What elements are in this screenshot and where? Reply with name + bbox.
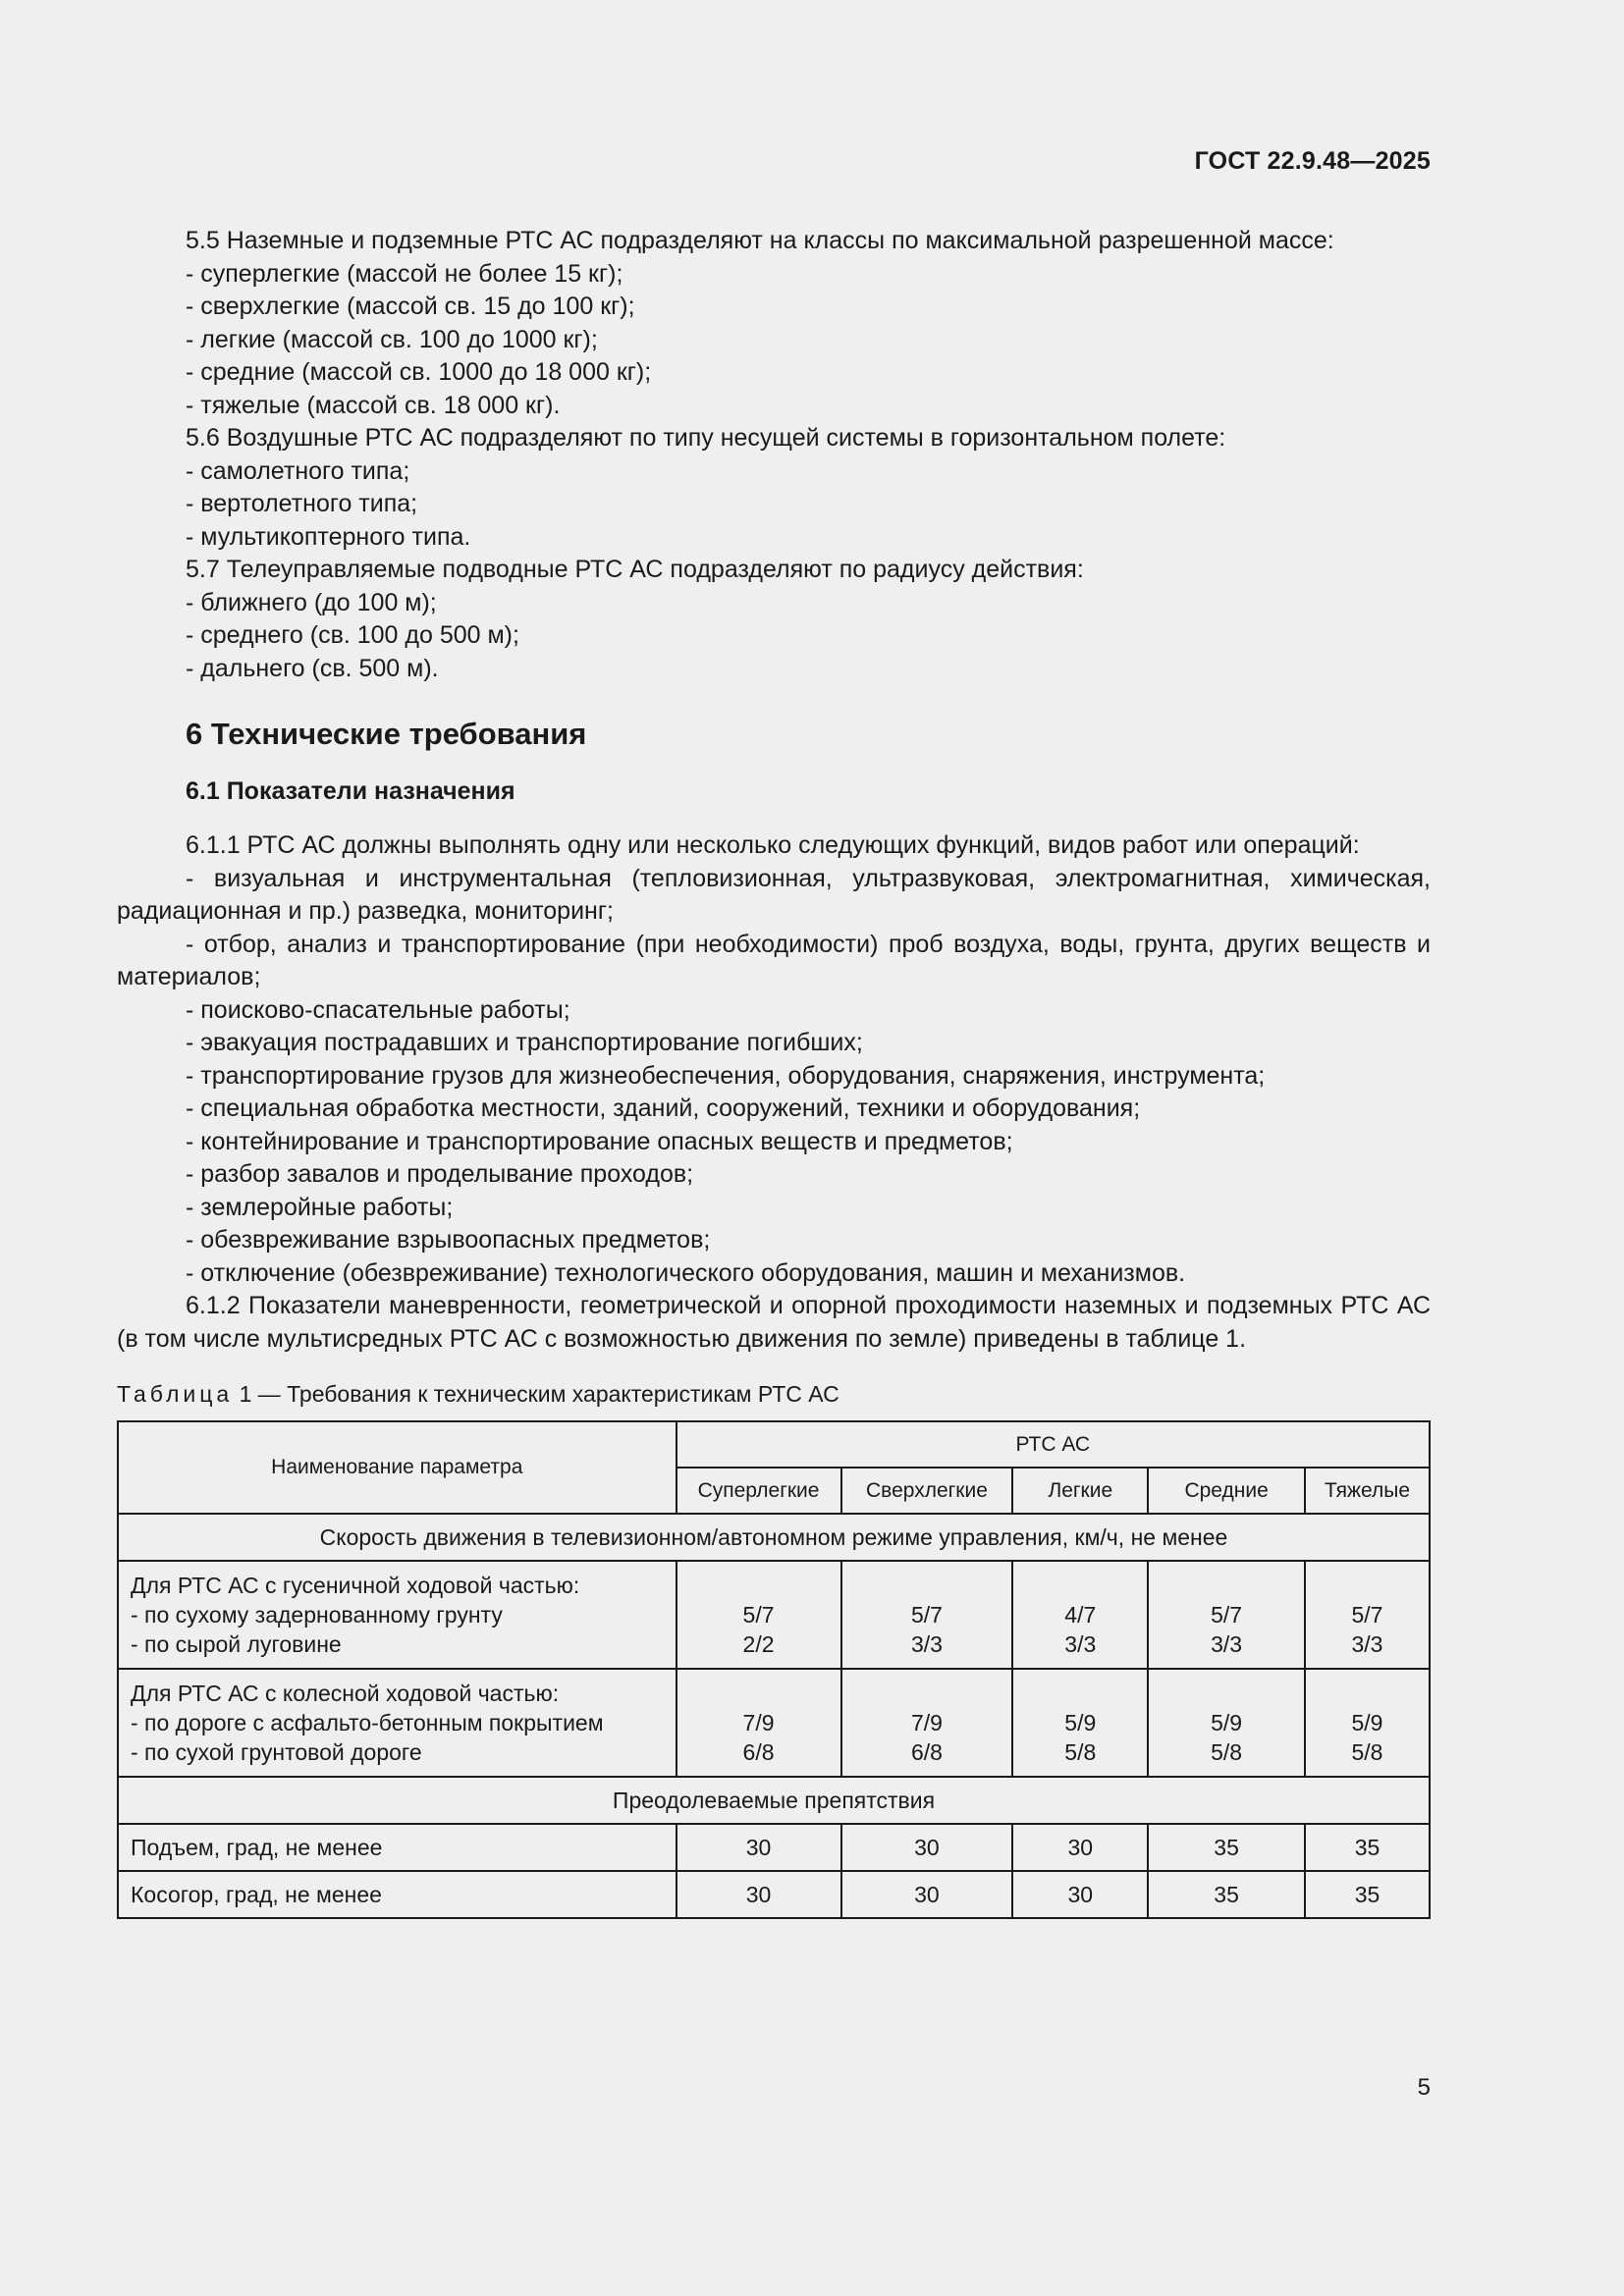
list-item: - визуальная и инструментальная (тепловизионная, ультразвуковая, электромагнитная, химическая, радиационная и пр.) разведка, мониторинг;: [117, 864, 1431, 925]
table-cell: 7/9 6/8: [677, 1669, 841, 1777]
row-subitem: - по сухому задернованному грунту: [131, 1602, 503, 1628]
table-caption-text: 1 — Требования к техническим характеристикам РТС АС: [233, 1381, 839, 1407]
table-cell: 30: [677, 1871, 841, 1918]
page-number: 5: [1417, 2074, 1431, 2101]
table-cell: 5/7 3/3: [1148, 1561, 1305, 1669]
document-code: ГОСТ 22.9.48—2025: [1194, 147, 1431, 175]
table-cell: 35: [1305, 1871, 1430, 1918]
table-cell: 35: [1305, 1824, 1430, 1871]
list-item: - мультикоптерного типа.: [186, 522, 471, 551]
table-cell: 30: [841, 1824, 1013, 1871]
table-cell: 30: [677, 1824, 841, 1871]
list-item: - тяжелые (массой св. 18 000 кг).: [186, 391, 561, 419]
table-cell: 30: [1012, 1871, 1148, 1918]
table-cell: 30: [1012, 1824, 1148, 1871]
column-header: Средние: [1148, 1468, 1305, 1514]
table-cell: 7/9 6/8: [841, 1669, 1013, 1777]
table-cell: 35: [1148, 1871, 1305, 1918]
group-column-header: РТС АС: [677, 1421, 1430, 1468]
table-cell: 4/7 3/3: [1012, 1561, 1148, 1669]
list-item: - сверхлегкие (массой св. 15 до 100 кг);: [186, 293, 635, 320]
list-item: - эвакуация пострадавших и транспортирование погибших;: [186, 1029, 863, 1056]
column-header: Легкие: [1012, 1468, 1148, 1514]
page-content: [117, 225, 1431, 1919]
list-item: - отключение (обезвреживание) технологического оборудования, машин и механизмов.: [186, 1258, 1186, 1287]
table-row-label: [118, 1669, 677, 1777]
list-item: - суперлегкие (массой не более 15 кг);: [186, 259, 623, 288]
list-item: - контейнирование и транспортирование опасных веществ и предметов;: [186, 1127, 1013, 1155]
column-header: Суперлегкие: [677, 1468, 841, 1514]
list-item: - землеройные работы;: [186, 1193, 454, 1221]
column-header: Сверхлегкие: [841, 1468, 1013, 1514]
list-item: - легкие (массой св. 100 до 1000 кг);: [186, 325, 598, 353]
table-caption: [117, 1379, 1431, 1409]
section-5-5-intro: 5.5 Наземные и подземные РТС АС подразделяют на классы по максимальной разрешенной массе:: [186, 227, 1334, 254]
table-caption-label: Таблица: [117, 1381, 234, 1407]
list-item: - ближнего (до 100 м);: [186, 588, 437, 616]
section-5-7-intro: 5.7 Телеуправляемые подводные РТС АС подразделяют по радиусу действия:: [186, 556, 1084, 583]
row-title: Для РТС АС с гусеничной ходовой частью:: [131, 1573, 580, 1598]
requirements-table: [117, 1420, 1431, 1919]
list-item: - отбор, анализ и транспортирование (при необходимости) проб воздуха, воды, грунта, других веществ и материалов;: [117, 930, 1431, 990]
table-cell: 5/7 3/3: [1305, 1561, 1430, 1669]
table-cell: 35: [1148, 1824, 1305, 1871]
paragraph-6-1-1: 6.1.1 РТС АС должны выполнять одну или несколько следующих функций, видов работ или операций:: [186, 831, 1360, 859]
list-item: - самолетного типа;: [186, 456, 410, 485]
column-header: Тяжелые: [1305, 1468, 1430, 1514]
list-item: - обезвреживание взрывоопасных предметов;: [186, 1226, 711, 1254]
table-row-label: Подъем, град, не менее: [118, 1824, 677, 1871]
list-item: - поисково-спасательные работы;: [186, 995, 570, 1024]
table-row-label: [118, 1561, 677, 1669]
table-row-label: Косогор, град, не менее: [118, 1871, 677, 1918]
paragraph-6-1-2: 6.1.2 Показатели маневренности, геометрической и опорной проходимости наземных и подземных РТС АС (в том числе мультисредных РТС АС с возможностью движения по земле) приведены в таблице 1.: [117, 1292, 1431, 1353]
list-item: - специальная обработка местности, зданий, сооружений, техники и оборудования;: [186, 1095, 1141, 1122]
section-5-6-intro: 5.6 Воздушные РТС АС подразделяют по типу несущей системы в горизонтальном полете:: [186, 424, 1226, 452]
table-cell: 5/9 5/8: [1012, 1669, 1148, 1777]
row-subitem: - по сухой грунтовой дороге: [131, 1739, 422, 1765]
table-cell: 5/9 5/8: [1305, 1669, 1430, 1777]
list-item: - дальнего (св. 500 м).: [186, 654, 439, 682]
section-row-speed: Скорость движения в телевизионном/автономном режиме управления, км/ч, не менее: [118, 1514, 1430, 1561]
list-item: - среднего (св. 100 до 500 м);: [186, 621, 519, 649]
list-item: - вертолетного типа;: [186, 490, 418, 517]
list-item: - транспортирование грузов для жизнеобеспечения, оборудования, снаряжения, инструмента;: [186, 1061, 1266, 1090]
list-item: - разбор завалов и проделывание проходов;: [186, 1160, 694, 1188]
table-cell: 5/7 3/3: [841, 1561, 1013, 1669]
section-6-1-heading: 6.1 Показатели назначения: [186, 777, 515, 805]
param-column-header: Наименование параметра: [118, 1421, 677, 1514]
section-row-obstacles: Преодолеваемые препятствия: [118, 1777, 1430, 1824]
table-cell: 30: [841, 1871, 1013, 1918]
section-6-heading: 6 Технические требования: [186, 717, 587, 751]
row-title: Для РТС АС с колесной ходовой частью:: [131, 1681, 560, 1706]
list-item: - средние (массой св. 1000 до 18 000 кг);: [186, 358, 652, 386]
row-subitem: - по сырой луговине: [131, 1631, 342, 1657]
row-subitem: - по дороге с асфальто-бетонным покрытием: [131, 1710, 604, 1735]
table-cell: 5/9 5/8: [1148, 1669, 1305, 1777]
table-cell: 5/7 2/2: [677, 1561, 841, 1669]
